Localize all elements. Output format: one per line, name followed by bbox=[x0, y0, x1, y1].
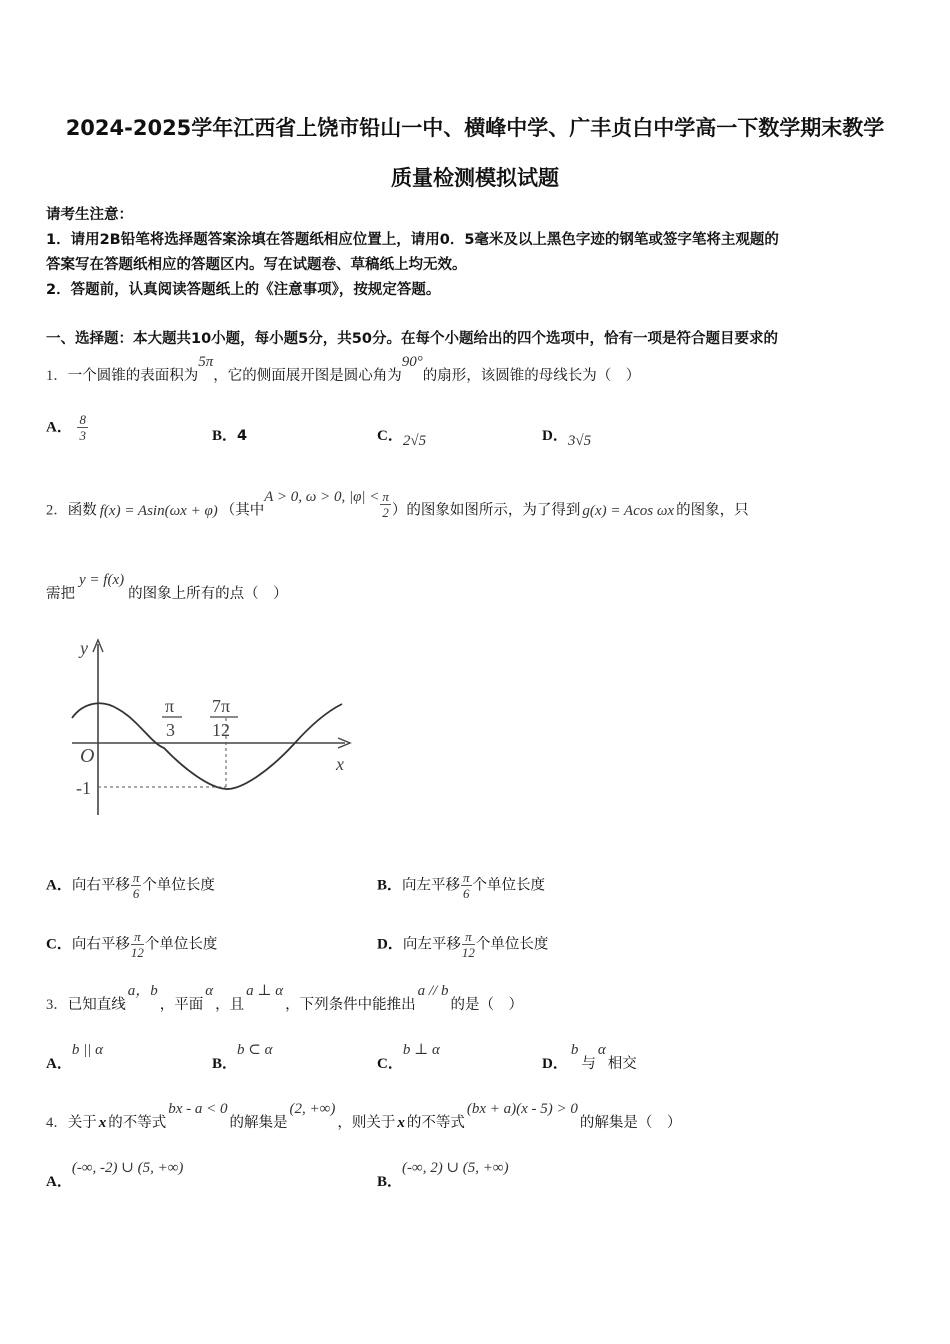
q1-text: ，它的侧面展开图是圆心角为 bbox=[213, 368, 402, 384]
section-heading: 一、选择题：本大题共10小题，每小题5分，共50分。在每个小题给出的四个选项中，恰有一项是符合题目要求的 bbox=[46, 331, 778, 347]
tick-7pi-12-den: 12 bbox=[212, 720, 230, 740]
q1-text: 的扇形，该圆锥的母线长为（ ） bbox=[422, 368, 641, 384]
q3-option-d[interactable] bbox=[542, 1042, 637, 1073]
option-label: A． bbox=[46, 877, 72, 894]
option-text: 向左平移 bbox=[402, 936, 461, 953]
option-label: C． bbox=[377, 1056, 403, 1072]
notice-item1-line2: 答案写在答题纸相应的答题区内。写在试题卷、草稿纸上均无效。 bbox=[46, 257, 467, 273]
question-number: 2． bbox=[46, 502, 68, 519]
option-label: B． bbox=[212, 1056, 238, 1072]
fraction bbox=[462, 929, 475, 960]
question-4 bbox=[46, 1101, 682, 1132]
numerator: π bbox=[462, 929, 475, 945]
q2-option-a[interactable] bbox=[46, 870, 215, 901]
question-3 bbox=[46, 983, 523, 1014]
q3-option-a[interactable] bbox=[46, 1042, 103, 1073]
option-text: 向右平移 bbox=[71, 936, 130, 953]
q4-option-b[interactable] bbox=[377, 1160, 509, 1191]
option-label: A． bbox=[46, 1056, 72, 1072]
question-2-line1 bbox=[46, 488, 749, 526]
tick-pi-3-num: π bbox=[165, 696, 175, 716]
denominator: 12 bbox=[130, 945, 144, 960]
notice-heading: 请考生注意： bbox=[46, 207, 133, 223]
denominator: 3 bbox=[79, 428, 86, 443]
q2-math-g: g(x) = Acos ωx bbox=[582, 502, 675, 519]
q2-text: 的图象，只 bbox=[676, 502, 749, 519]
denominator: 6 bbox=[463, 886, 470, 901]
fraction bbox=[131, 870, 142, 901]
option-math: α bbox=[597, 1042, 606, 1058]
option-value: 4 bbox=[237, 428, 248, 444]
q2-option-d[interactable] bbox=[377, 929, 548, 960]
question-2-line2 bbox=[46, 572, 288, 603]
option-label: C． bbox=[46, 936, 72, 953]
q2-text: 函数 bbox=[67, 502, 97, 519]
option-math: (-∞, 2) ∪ (5, +∞) bbox=[402, 1160, 509, 1176]
q4-text: 的不等式 bbox=[108, 1115, 167, 1131]
option-label: A． bbox=[46, 419, 72, 436]
fraction bbox=[380, 489, 391, 520]
q3-math-lines: a，b bbox=[127, 983, 158, 999]
fraction bbox=[131, 929, 144, 960]
q3-math-parallel: a // b bbox=[417, 983, 449, 999]
q4-math-ineq2: (bx + a)(x - 5) > 0 bbox=[466, 1101, 578, 1117]
x-axis-label: x bbox=[336, 754, 344, 774]
q1-text: 一个圆锥的表面积为 bbox=[67, 368, 199, 384]
q4-math-ineq1: bx - a < 0 bbox=[168, 1101, 228, 1117]
notice-item1-line1: 1．请用2B铅笔将选择题答案涂填在答题纸相应位置上，请用0．5毫米及以上黑色字迹的钢笔或签字笔将主观题的 bbox=[46, 232, 779, 248]
option-math: (-∞, -2) ∪ (5, +∞) bbox=[71, 1160, 184, 1176]
numerator: π bbox=[382, 489, 389, 504]
option-text: 个单位长度 bbox=[144, 936, 218, 953]
question-number: 4． bbox=[46, 1115, 68, 1131]
y-axis-label: y bbox=[80, 638, 88, 658]
numerator: 8 bbox=[79, 412, 86, 427]
q3-text: ，下列条件中能推出 bbox=[285, 997, 416, 1013]
denominator: 2 bbox=[382, 505, 389, 520]
fraction bbox=[461, 870, 472, 901]
q2-option-c[interactable] bbox=[46, 929, 217, 960]
q4-option-a[interactable] bbox=[46, 1160, 184, 1191]
option-label: B． bbox=[377, 877, 403, 894]
q1-option-b[interactable] bbox=[212, 424, 247, 445]
q4-var-x: x bbox=[397, 1115, 405, 1131]
notice-item2: 2．答题前，认真阅读答题纸上的《注意事项》，按规定答题。 bbox=[46, 282, 441, 298]
numerator: π bbox=[131, 929, 144, 945]
option-label: B． bbox=[377, 1174, 403, 1190]
sine-graph bbox=[60, 630, 360, 820]
q2-text: 需把 bbox=[46, 586, 75, 602]
minus-one-label: -1 bbox=[76, 778, 91, 798]
option-text: 个单位长度 bbox=[475, 936, 549, 953]
fraction bbox=[77, 412, 88, 443]
q2-option-b[interactable] bbox=[377, 870, 545, 901]
q4-var-x: x bbox=[98, 1115, 107, 1131]
q4-text: 的解集是（ ） bbox=[579, 1115, 682, 1131]
option-math: b ⊂ α bbox=[237, 1042, 273, 1058]
q1-math-angle: 90° bbox=[401, 354, 423, 370]
option-text: 个单位长度 bbox=[472, 877, 546, 894]
option-math: b bbox=[570, 1042, 579, 1058]
option-label: D． bbox=[377, 936, 403, 953]
sine-curve bbox=[72, 703, 342, 789]
option-math: 3√5 bbox=[567, 433, 592, 449]
q2-text: 的图象上所有的点（ ） bbox=[128, 586, 288, 602]
q2-text: （其中 bbox=[220, 502, 265, 519]
q4-text: 的解集是 bbox=[229, 1115, 288, 1131]
option-math: b || α bbox=[71, 1042, 103, 1058]
option-label: B． bbox=[212, 428, 238, 444]
origin-label: O bbox=[80, 745, 95, 767]
option-text: 相交 bbox=[607, 1056, 637, 1072]
denominator: 12 bbox=[461, 945, 475, 960]
option-text: 与 bbox=[581, 1056, 596, 1072]
option-math: b ⊥ α bbox=[402, 1042, 440, 1058]
q1-option-d[interactable] bbox=[542, 424, 592, 449]
option-label: D． bbox=[542, 428, 568, 444]
denominator: 6 bbox=[132, 886, 140, 901]
q2-math-y: y = f(x) bbox=[79, 572, 125, 588]
question-1 bbox=[46, 354, 641, 385]
numerator: π bbox=[132, 870, 140, 885]
q1-option-a[interactable] bbox=[46, 412, 89, 443]
q4-text: 的不等式 bbox=[406, 1115, 465, 1131]
q3-option-b[interactable] bbox=[212, 1042, 273, 1073]
page-title-line1: 2024-2025学年江西省上饶市铅山一中、横峰中学、广丰贞白中学高一下数学期末教学 bbox=[65, 116, 885, 140]
tick-7pi-12-num: 7π bbox=[212, 696, 231, 716]
q3-text: 的是（ ） bbox=[450, 997, 523, 1013]
q3-text: ，平面 bbox=[159, 997, 204, 1013]
q1-option-c[interactable] bbox=[377, 424, 427, 449]
q4-text: ，则关于 bbox=[337, 1115, 396, 1131]
tick-pi-3-den: 3 bbox=[166, 720, 175, 740]
question-number: 1． bbox=[46, 368, 68, 384]
option-math: 2√5 bbox=[402, 433, 427, 449]
option-text: 向右平移 bbox=[71, 877, 130, 894]
option-label: C． bbox=[377, 428, 403, 444]
q4-text: 关于 bbox=[67, 1115, 97, 1131]
q3-text: ，且 bbox=[215, 997, 245, 1013]
q3-text: 已知直线 bbox=[67, 997, 126, 1013]
q2-math-function: f(x) = Asin(ωx + φ) bbox=[99, 502, 218, 519]
q2-math-condition: A > 0, ω > 0, |φ| < bbox=[264, 488, 380, 505]
q3-math-perp: a ⊥ α bbox=[246, 983, 284, 999]
q2-text: ）的图象如图所示，为了得到 bbox=[391, 502, 581, 519]
option-label: D． bbox=[542, 1056, 568, 1072]
option-text: 向左平移 bbox=[402, 877, 461, 894]
q1-math-area: 5π bbox=[198, 354, 214, 370]
numerator: π bbox=[463, 870, 470, 885]
q3-option-c[interactable] bbox=[377, 1042, 440, 1073]
option-text: 个单位长度 bbox=[142, 877, 215, 894]
q4-math-interval: (2, +∞) bbox=[289, 1101, 336, 1117]
question-number: 3． bbox=[46, 997, 68, 1013]
page-title-line2: 质量检测模拟试题 bbox=[391, 166, 559, 190]
q3-math-plane: α bbox=[205, 983, 214, 999]
option-label: A． bbox=[46, 1174, 72, 1190]
